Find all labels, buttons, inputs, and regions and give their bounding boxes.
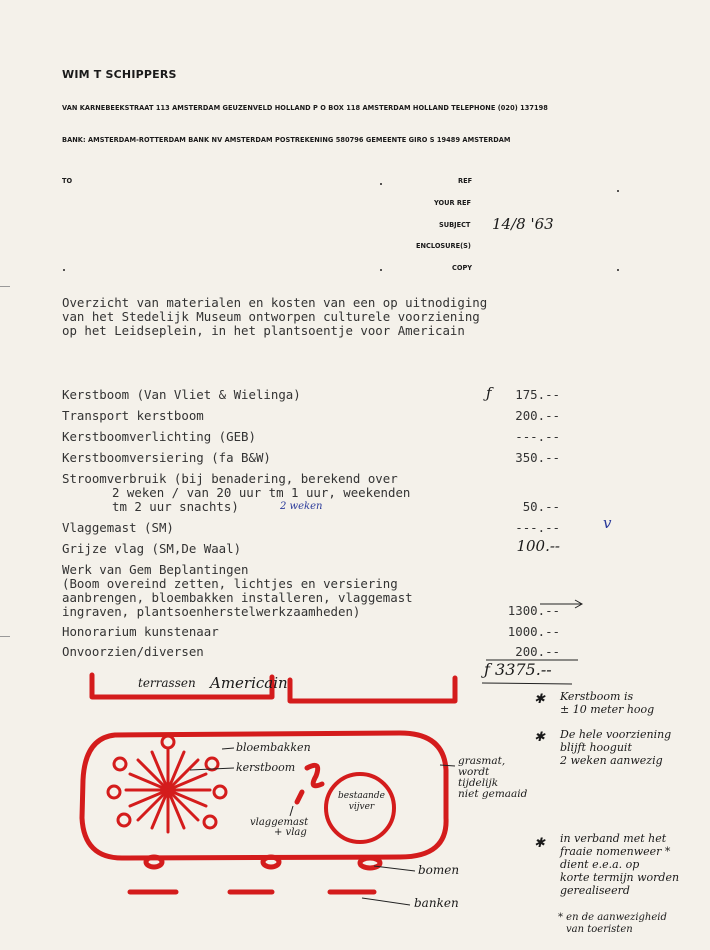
flagpole-label-line: + vlag [274, 827, 307, 838]
item-label-continued: aanbrengen, bloembakken installeren, vlaggemast [62, 590, 413, 605]
item-amount: 1300.-- [507, 603, 560, 618]
item-label: Stroomverbruik (bij benadering, berekend over [62, 471, 398, 486]
letterhead-name: WIM T SCHIPPERS [62, 68, 177, 81]
item-label: Onvoorzien/diversen [62, 644, 204, 659]
item-amount: ---.-- [515, 429, 560, 444]
benches-label: banken [414, 896, 459, 910]
asterisk-icon: ✱ [534, 692, 545, 707]
americain-label: Americain [210, 674, 288, 692]
pond-label-line: vijver [348, 802, 375, 812]
item-label: Vlaggemast (SM) [62, 520, 174, 535]
enclosures-label: ENCLOSURE(S) [416, 242, 471, 250]
tree-mark [146, 857, 162, 867]
note-tourists [558, 912, 667, 936]
asterisk-icon: ✱ [534, 836, 545, 851]
christmas-tree-label: kerstboom [236, 761, 296, 774]
note-line: Kerstboom is [560, 690, 634, 703]
note-line: dient e.e.a. op [560, 858, 640, 871]
grass-label-line: grasmat, [458, 755, 506, 767]
currency-symbol: ƒ [486, 384, 492, 402]
subject-label: SUBJECT [439, 221, 471, 229]
terraces-label: terrassen [138, 676, 196, 690]
note-line: blijft hooguit [560, 741, 632, 754]
flower-box [162, 736, 174, 748]
leader-line [290, 806, 293, 816]
note-line: De hele voorziening [560, 728, 672, 741]
arrow [540, 600, 582, 608]
item-amount: 175.-- [515, 387, 560, 402]
tree-mark [263, 857, 279, 867]
note-line: * en de aanwezigheid [558, 912, 667, 923]
intro-line: van het Stedelijk Museum ontworpen culturele voorziening [62, 309, 480, 324]
intro-line: Overzicht van materialen en kosten van een op uitnodiging [62, 295, 488, 310]
grass-label-line: tijdelijk [458, 777, 499, 789]
leader-line [362, 898, 410, 905]
handwritten-date: 14/8 '63 [492, 215, 554, 233]
item-amount: 350.-- [515, 450, 560, 465]
item-amount: 50.-- [522, 499, 560, 514]
check-mark: v [603, 514, 612, 532]
note-line: 2 weken aanwezig [560, 754, 663, 767]
grass-label-line: wordt [458, 766, 490, 778]
item-label-continued: 2 weken / van 20 uur tm 1 uur, weekenden [112, 485, 411, 500]
terrace-right-bracket [290, 678, 455, 701]
item-amount-handwritten: 100.-- [516, 537, 560, 555]
flower-box [206, 758, 218, 770]
to-label: TO [62, 177, 73, 185]
flagpole-label-line: vlaggemast [250, 817, 309, 828]
note-line: in verband met het [560, 832, 667, 845]
flower-box [114, 758, 126, 770]
grass-label [458, 756, 527, 800]
letterhead-bank: BANK: AMSTERDAM-ROTTERDAM BANK NV AMSTERDAM POSTREKENING 580796 GEMEENTE GIRO S 19489 AMSTERDAM [62, 136, 511, 144]
item-label: Kerstboom (Van Vliet & Wielinga) [62, 387, 301, 402]
item-label: Transport kerstboom [62, 408, 204, 423]
item-label-continued: ingraven, plantsoenherstelwerkzaamheden) [62, 604, 361, 619]
asterisk-icon: ✱ [534, 730, 545, 745]
copy-label: COPY [452, 264, 473, 272]
item-label: Kerstboomversiering (fa B&W) [62, 450, 271, 465]
intro-line: op het Leidseplein, in het plantsoentje voor Americain [62, 323, 465, 338]
flower-box [118, 814, 130, 826]
note-tree-height [560, 690, 654, 716]
ref-label: REF [458, 177, 473, 185]
christmas-tree-star [126, 748, 210, 832]
leader-line [374, 866, 415, 871]
item-amount: 200.-- [515, 644, 560, 659]
trees-label: bomen [418, 863, 460, 877]
item-amount: ---.-- [515, 520, 560, 535]
letterhead-address: VAN KARNEBEEKSTRAAT 113 AMSTERDAM GEUZENVELD HOLLAND P O BOX 118 AMSTERDAM HOLLAND TELEPHONE (020) 137198 [62, 104, 548, 112]
pond-label [338, 791, 385, 813]
leader-line [440, 765, 455, 766]
flower-box [204, 816, 216, 828]
flagpole-label [250, 818, 308, 838]
total-box [482, 660, 578, 684]
item-amount: 1000.-- [507, 624, 560, 639]
note-line: korte termijn worden [560, 871, 680, 884]
flower-boxes-label: bloembakken [236, 741, 311, 754]
pond-label-line: bestaande [338, 791, 385, 801]
note-line: gerealiseerd [560, 884, 630, 897]
note-line: ± 10 meter hoog [560, 703, 655, 716]
note-duration [560, 728, 671, 767]
your-ref-label: YOUR REF [434, 199, 471, 207]
flagpole-squiggle-2 [297, 792, 302, 802]
item-label-continued: tm 2 uur snachts) [112, 499, 239, 514]
item-label: Grijze vlag (SM,De Waal) [62, 541, 242, 556]
flower-box [214, 786, 226, 798]
grass-label-line: niet gemaaid [458, 788, 528, 800]
item-amount: 200.-- [515, 408, 560, 423]
leader-line [222, 748, 234, 749]
note-line: van toeristen [566, 924, 633, 935]
flagpole-squiggle [307, 765, 322, 785]
total-amount: ƒ 3375.-- [484, 660, 552, 679]
item-label: Kerstboomverlichting (GEB) [62, 429, 256, 444]
item-label-continued: (Boom overeind zetten, lichtjes en versiering [62, 576, 398, 591]
item-label: Werk van Gem Beplantingen [62, 562, 249, 577]
note-line: fraaie nomenweer * [560, 845, 671, 858]
flower-box [108, 786, 120, 798]
handwritten-note: 2 weken [280, 501, 323, 512]
note-weather [560, 832, 679, 897]
item-label: Honorarium kunstenaar [62, 624, 219, 639]
